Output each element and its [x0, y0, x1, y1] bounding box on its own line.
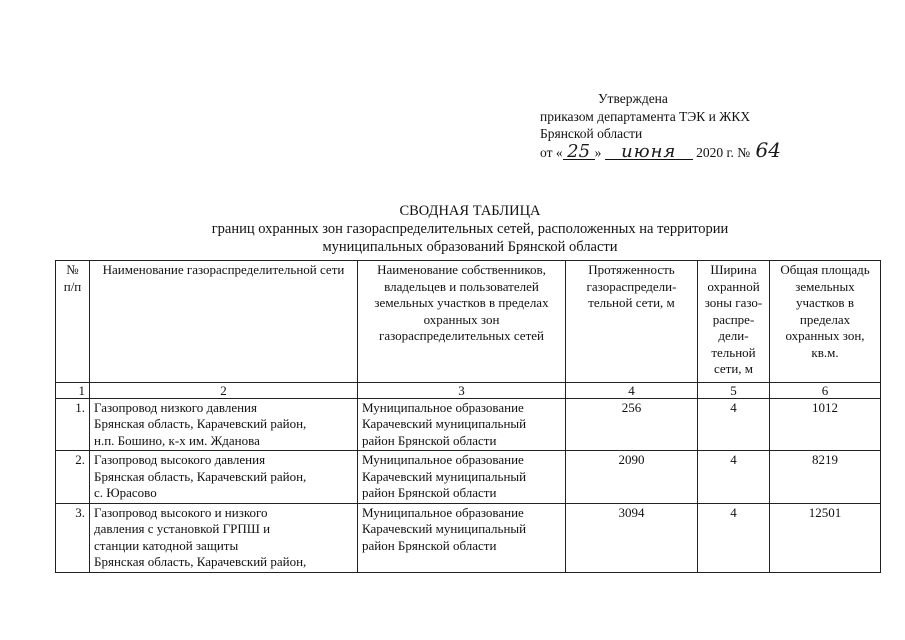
network-name-cell	[90, 451, 358, 504]
length-cell: 2090	[566, 451, 698, 504]
table-row	[56, 503, 881, 572]
network-name-line: Газопровод низкого давления	[94, 399, 257, 415]
column-number: 1	[56, 382, 90, 398]
approval-line-2: Брянской области	[540, 126, 643, 141]
area-cell: 12501	[770, 503, 881, 572]
column-number: 3	[358, 382, 566, 398]
network-name-line: Брянская область, Карачевский район,	[94, 468, 307, 484]
approval-title: Утверждена	[598, 91, 668, 106]
owner-cell	[358, 503, 566, 572]
owner-line: Карачевский муниципальный	[362, 416, 527, 431]
col-header-owner: Наименование собственников, владельцев и пользователей земельных участков в пределах охранных зон газораспределительных сетей	[358, 261, 566, 383]
heading-subtitle-2: муниципальных образований Брянской области	[322, 239, 618, 255]
column-number: 4	[566, 382, 698, 398]
owner-line: Муниципальное образование	[362, 452, 524, 467]
protection-zones-table	[55, 260, 881, 573]
col-header-number: № п/п	[56, 261, 90, 383]
date-month-handwritten: июня	[605, 145, 693, 160]
network-name-line: давления с установкой ГРПШ и	[94, 521, 271, 536]
network-name-cell	[90, 398, 358, 451]
owner-line: Карачевский муниципальный	[362, 468, 527, 484]
column-number: 2	[90, 382, 358, 398]
owner-cell	[358, 451, 566, 504]
heading-title: СВОДНАЯ ТАБЛИЦА	[399, 203, 541, 219]
width-cell: 4	[698, 398, 770, 451]
approval-line-1: приказом департамента ТЭК и ЖКХ	[540, 108, 751, 124]
network-name-line: Брянская область, Карачевский район,	[94, 416, 307, 431]
heading-subtitle-1: границ охранных зон газораспределительных сетей, расположенных на территории	[211, 221, 729, 237]
table-row	[56, 398, 881, 451]
area-cell: 8219	[770, 451, 881, 504]
approval-date-line	[540, 137, 880, 162]
date-day-handwritten: 25	[563, 145, 595, 160]
date-year: 2020 г.	[696, 144, 734, 160]
column-number: 5	[698, 382, 770, 398]
owner-line: район Брянской области	[362, 432, 497, 448]
table-header-row	[56, 261, 881, 383]
row-number: 2.	[56, 451, 90, 504]
network-name-line: н.п. Бошино, к-х им. Жданова	[94, 432, 260, 448]
area-cell: 1012	[770, 398, 881, 451]
network-name-line: Газопровод высокого и низкого	[94, 504, 268, 520]
table-row	[56, 451, 881, 504]
number-sign: №	[737, 144, 751, 160]
network-name-line: станции катодной защиты	[94, 537, 239, 553]
column-number: 6	[770, 382, 881, 398]
owner-line: Муниципальное образование	[362, 504, 524, 520]
date-close-quote: »	[594, 144, 602, 160]
network-name-line: Газопровод высокого давления	[94, 452, 266, 467]
col-header-length: Протяженность газораспредели-тельной сети, м	[566, 261, 698, 383]
column-numbers-row	[56, 382, 881, 398]
date-prefix: от «	[540, 144, 563, 160]
network-name-line: с. Юрасово	[94, 485, 157, 500]
owner-line: Муниципальное образование	[362, 399, 524, 415]
owner-line: район Брянской области	[362, 537, 497, 553]
width-cell: 4	[698, 503, 770, 572]
owner-line: Карачевский муниципальный	[362, 521, 527, 536]
col-header-width: Ширина охранной зоны газо-распре-дели-тельной сети, м	[698, 261, 770, 383]
length-cell: 3094	[566, 503, 698, 572]
row-number: 1.	[56, 398, 90, 451]
col-header-area: Общая площадь земельных участков в пределах охранных зон, кв.м.	[770, 261, 881, 383]
document-heading	[60, 202, 880, 256]
length-cell: 256	[566, 398, 698, 451]
row-number: 3.	[56, 503, 90, 572]
owner-line: район Брянской области	[362, 485, 497, 500]
owner-cell	[358, 398, 566, 451]
network-name-cell	[90, 503, 358, 572]
network-name-line: Брянская область, Карачевский район,	[94, 554, 307, 569]
width-cell: 4	[698, 451, 770, 504]
col-header-network: Наименование газораспределительной сети	[90, 261, 358, 383]
order-number-handwritten: 64	[755, 137, 781, 162]
approval-stamp	[540, 90, 880, 161]
